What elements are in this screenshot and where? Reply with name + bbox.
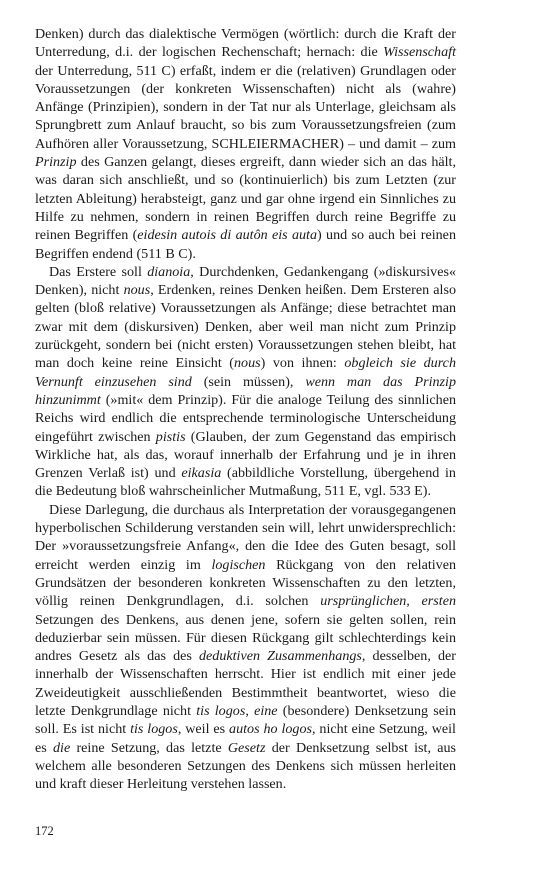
italic-text-run: deduktiven Zusammenhangs (198, 648, 362, 665)
text-run: , Durchdenken, Gedankengang (»diskursives« Denken), nicht (35, 263, 456, 299)
italic-text-run: die (53, 739, 71, 756)
text-run: , nicht eine Setzung, weil es (35, 721, 456, 756)
italic-text-run: nous (233, 355, 261, 372)
italic-text-run: pistis (155, 428, 186, 445)
italic-text-run: nous (123, 282, 151, 299)
text-run: Diese Darlegung, die durchaus als Interpretation der vorausgegangenen hyperbolischen Schilderung verstanden sein will, lehrt unwidersprechlich: Der »voraussetzungsfreie Anfang«, den die Idee des Guten besagt, soll erreicht werden einzig im (35, 501, 456, 573)
text-run: , (245, 702, 255, 719)
italic-text-run: ursprünglichen, ersten (320, 593, 456, 610)
text-run: des Ganzen gelangt, dieses ergreift, dann wieder sich an das hält, was daran sich anschließt, und so (kontinuierlich) bis zum Letzten (zur letzten Ableitung) herabsteigt, ganz und gar ohne irgend ein Sinnliches zu Hilfe zu nehmen, sondern in reinen Begriffen durch reine Begriffe zu reinen Begriffen ( (35, 154, 456, 244)
text-run: der Unterredung, 511 C) erfaßt, indem er die (relativen) Grundlagen oder Voraussetzungen (der konkreten Wissenschaften) nicht als (wahre) Anfänge (Prinzipien), sondern in der Tat nur als Unterlage, gleichsam als Sprungbrett zum Anlauf braucht, so bis zum Voraussetzungsfreien (zum Aufhören aller Voraussetzung, SCHLEIERMACHER) – und damit – zum (35, 62, 456, 152)
text-run: (abbildliche Vorstellung, übergehend in die Bedeutung bloß wahrscheinlicher Mutmaßung, 511 E, vgl. 533 E). (35, 465, 456, 500)
text-run: (»mit« dem Prinzip). Für die analoge Teilung des sinnlichen Reichs wird endlich die entsprechende terminologische Unterscheidung eingeführt zwischen (35, 391, 456, 445)
text-run: , desselben, der innerhalb der Wissenschaften herrscht. Hier ist endlich mit einer jede Zweideutigkeit ausschließenden Bestimmtheit beantwortet, wieso die letzte Denkgrundlage nicht (35, 648, 456, 719)
italic-text-run: Gesetz (227, 739, 266, 756)
text-run: Das Erstere soll (49, 263, 148, 280)
paragraph (35, 501, 456, 794)
italic-text-run: Prinzip (35, 154, 77, 171)
italic-text-run: Wissenschaft (383, 44, 456, 61)
italic-text-run: dianoia (147, 263, 191, 280)
italic-text-run: eine (254, 702, 278, 719)
page-number: 172 (35, 824, 54, 838)
body-text (35, 25, 456, 793)
text-run: Rückgang von den relativen Grundsätzen der besonderen konkreten Wissenschaften zu den letzten, völlig reinen Denkgrundlagen, d.i. solchen (35, 556, 456, 610)
text-run: , Erdenken, reines Denken heißen. Dem Ersteren also gelten (bloß relative) Voraussetzungen als Anfänge; diese betrachtet man zwar mit dem (diskursiven) Denken, aber weil man nicht zum Prinzip zurückgeht, sondern bei (nicht ersten) Voraussetzungen stehen bleibt, hat man doch keine reine Einsicht ( (35, 282, 456, 372)
text-run: (besondere) Denksetzung sein soll. Es ist nicht (35, 702, 456, 738)
paragraph (35, 263, 456, 501)
text-run: Denken) durch das dialektische Vermögen (wörtlich: durch die Kraft der Unterredung, d.i. der logischen Rechenschaft; hernach: die (35, 26, 456, 61)
italic-text-run: obgleich sie durch Vernunft einzusehen sind (35, 355, 456, 390)
italic-text-run: autos ho logos (229, 721, 313, 738)
italic-text-run: tis logos (196, 702, 246, 719)
text-run: reine Setzung, das letzte (70, 739, 228, 756)
text-run: Setzungen des Denkens, aus denen jene, sofern sie gelten sollen, rein deduzierbar sein müssen. Für diesen Rückgang gilt schlechterdings kein andres Gesetz als das des (35, 611, 456, 665)
paragraph (35, 25, 456, 263)
text-run: (sein müssen), (191, 373, 306, 390)
italic-text-run: eikasia (181, 465, 222, 482)
italic-text-run: tis logos (130, 721, 178, 738)
text-run: (Glauben, der zum Gegenstand das empirisch Wirkliche hat, als das, worauf innerhalb der Erfahrung und je in ihren Grenzen Verlaß ist) und (35, 428, 456, 482)
italic-text-run: wenn man das Prinzip hinzunimmt (35, 373, 457, 408)
italic-text-run: logischen (211, 556, 266, 573)
text-run: , weil es (177, 721, 230, 738)
text-run: ) von ihnen: (260, 355, 345, 372)
text-run: der Denksetzung selbst ist, aus welchem alle besonderen Setzungen des Denkens sich müssen herleiten und kraft dieser Herleitung verstehen lassen. (35, 739, 457, 793)
text-run: ) und so auch bei reinen Begriffen endend (511 B C). (35, 227, 456, 262)
italic-text-run: eidesin autois di autôn eis auta (137, 227, 318, 244)
